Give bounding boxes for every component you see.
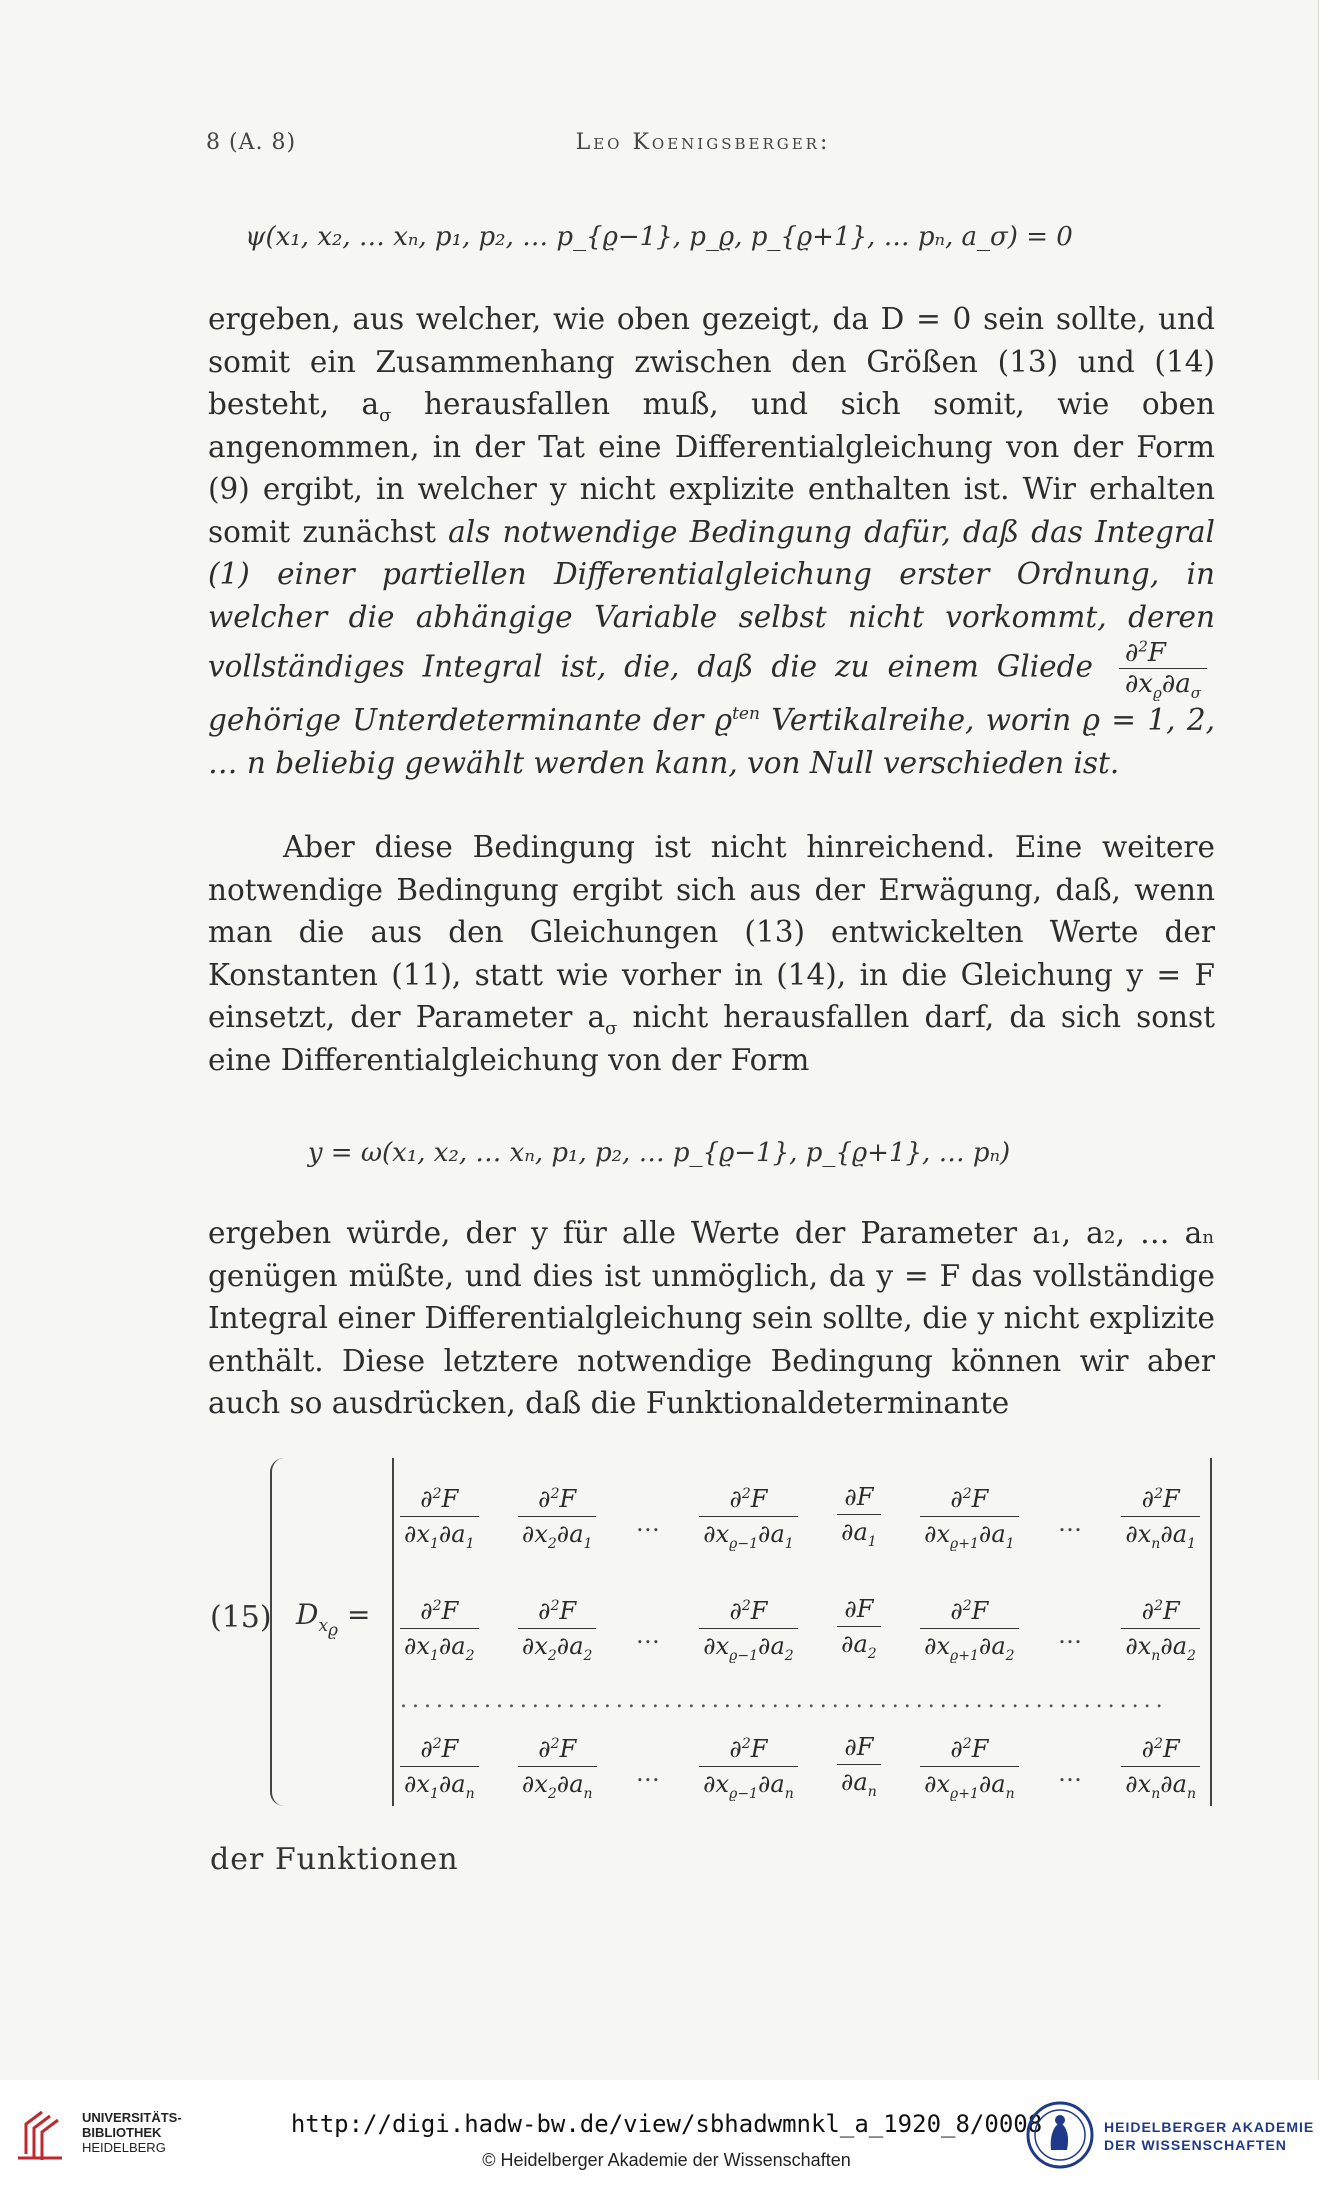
matrix-cell: $\frac{\partial^2F}{\partial x_2\partial a_1}$ — [518, 1477, 597, 1561]
determinant-matrix — [400, 1463, 1200, 1825]
paragraph-1-italic-b: gehörige Unterdeterminante der — [208, 703, 704, 737]
paragraph-2: Aber diese Bedingung ist nicht hinreichend. Eine weitere notwendige Bedingung ergibt sich aus der Erwägung, daß, wenn man die aus den Gleichungen (13) entwickelten Werte der Konstanten (11), statt wie vorher in (14), in die Gleichung y = F einsetzt, der Parameter $a_\sigma$ nicht herausfallen darf, da sich sonst eine Differentialgleichung von der Form — [208, 830, 1215, 1077]
matrix-cell: $\frac{\partial F}{\partial a_2}$ — [837, 1592, 881, 1671]
academy-name: HEIDELBERGER AKADEMIE DER WISSENSCHAFTEN — [1104, 2119, 1315, 2153]
matrix-cell: $\frac{\partial^2F}{\partial x_1\partial a_2}$ — [400, 1589, 479, 1673]
determinant-lhs: $D_{x_ϱ}$ = — [296, 1598, 371, 1640]
ellipsis: … — [635, 1509, 660, 1537]
matrix-cell: $\frac{\partial^2F}{\partial x_{ϱ+1}\partial a_n}$ — [920, 1727, 1019, 1811]
matrix-cell: $\frac{\partial^2F}{\partial x_n\partial a_n}$ — [1121, 1727, 1200, 1811]
paragraph-1-text-a: ergeben, aus welcher, wie oben gezeigt, da D = 0 sein sollte, und somit ein Zusammenhang zwischen den Größen (13) und (14) besteht, a — [208, 302, 1215, 421]
matrix-cell: $\frac{\partial^2F}{\partial x_2\partial a_2}$ — [518, 1589, 597, 1673]
ellipsis: … — [1057, 1509, 1082, 1537]
determinant-row — [400, 1575, 1200, 1687]
dots-row: ................................................................ — [400, 1687, 1168, 1713]
ellipsis: … — [1057, 1759, 1082, 1787]
matrix-cell: $\frac{\partial^2F}{\partial x_1\partial a_1}$ — [400, 1477, 479, 1561]
matrix-cell: $\frac{\partial^2F}{\partial x_{ϱ-1}\partial a_1}$ — [699, 1477, 797, 1561]
matrix-cell: $\frac{\partial^2F}{\partial x_{ϱ+1}\partial a_1}$ — [920, 1477, 1018, 1561]
author-header: Leo Koenigsberger: — [575, 130, 831, 155]
matrix-cell: $\frac{\partial^2F}{\partial x_{ϱ+1}\partial a_2}$ — [920, 1589, 1018, 1673]
determinant-row — [400, 1463, 1200, 1575]
equation-omega: y = ω(x₁, x₂, … xₙ, p₁, p₂, … p_{ϱ−1}, p_{ϱ+1}, … pₙ) — [307, 1138, 1011, 1168]
copyright-notice: © Heidelberger Akademie der Wissenschaften — [482, 2150, 851, 2170]
footer-bar — [0, 2080, 1333, 2191]
source-url-link[interactable]: http://digi.hadw-bw.de/view/sbhadwmnkl_a_1920_8/0008 — [290, 2110, 1043, 2138]
paragraph-1: ergeben, aus welcher, wie oben gezeigt, da D = 0 sein sollte, und somit ein Zusammenhang zwischen den Größen (13) und (14) besteht, $a_\sigma$ herausfallen muß, und sich somit, wie oben angenommen, in der Tat eine Differentialgleichung von der Form (9) ergibt, in welcher y nicht explizite enthalten ist. Wir erhalten somit zunächst als notwendige Bedingung dafür, daß das Integral (1) einer partiellen Differentialgleichung erster Ordnung, in welcher die abhängige Variable selbst nicht vorkommt, deren vollständiges Integral ist, die, daß die zu einem Gliede $\frac{\partial^2F}{\partial x_ϱ\partial a_\sigma}$ gehörige Unterdeterminante der $ϱ^{ten}$ Vertikalreihe, worin ϱ = 1, 2, … n beliebig gewählt werden kann, von Null verschieden ist. — [208, 302, 1215, 780]
ellipsis: … — [635, 1759, 660, 1787]
paragraph-2-text-b: nicht herausfallen darf, da sich sonst eine Differentialgleichung von der Form — [208, 1000, 1215, 1077]
paragraph-4: der Funktionen — [210, 1842, 459, 1877]
matrix-cell: $\frac{\partial^2F}{\partial x_2\partial a_n}$ — [518, 1727, 597, 1811]
paragraph-1-italic-c: Vertikalreihe, worin ϱ = 1, 2, … n beliebig gewählt werden kann, von Null verschieden ist. — [208, 703, 1215, 780]
page-number: 8 (A. 8) — [206, 130, 297, 155]
paragraph-3 — [208, 1212, 1215, 1425]
matrix-cell: $\frac{\partial^2F}{\partial x_1\partial a_n}$ — [400, 1727, 479, 1811]
determinant-right-bar — [1210, 1458, 1212, 1806]
ellipsis: … — [635, 1621, 660, 1649]
paragraph-1-italic-a: als notwendige Bedingung dafür, daß das Integral (1) einer partiellen Differentialgleichung erster Ordnung, in welcher die abhängige Variable selbst nicht vorkommt, deren vollständiges Integral ist, die, daß die zu einem Gliede — [208, 514, 1215, 684]
fraction-d2f-dx-da: $\frac{\partial^2F}{\partial x_ϱ\partial a_\sigma}$ — [1119, 638, 1207, 699]
paragraph-1-text-b: herausfallen muß, und sich somit, wie oben angenommen, in der Tat eine Differentialgleichung von der Form (9) ergibt, in welcher y nicht explizite enthalten ist. Wir erhalten somit zunächst — [208, 387, 1215, 549]
equation-psi: ψ(x₁, x₂, … xₙ, p₁, p₂, … p_{ϱ−1}, p_ϱ, p_{ϱ+1}, … pₙ, a_σ) = 0 — [245, 222, 1073, 252]
matrix-cell: $\frac{\partial F}{\partial a_1}$ — [837, 1480, 881, 1559]
ellipsis: … — [1057, 1621, 1082, 1649]
paragraph-3-text: ergeben würde, der y für alle Werte der Parameter a₁, a₂, … aₙ genügen müßte, und dies ist unmöglich, da y = F das vollständige Integral einer Differentialgleichung sein sollte, die y nicht explizite enthält. Diese letztere notwendige Bedingung können wir aber auch so ausdrücken, daß die Funktionaldeterminante — [208, 1216, 1215, 1420]
matrix-cell: $\frac{\partial F}{\partial a_n}$ — [837, 1730, 881, 1809]
matrix-cell: $\frac{\partial^2F}{\partial x_{ϱ-1}\partial a_n}$ — [699, 1727, 798, 1811]
matrix-cell: $\frac{\partial^2F}{\partial x_n\partial a_1}$ — [1121, 1477, 1200, 1561]
library-name: UNIVERSITÄTS- BIBLIOTHEK HEIDELBERG — [82, 2110, 182, 2155]
determinant-row — [400, 1713, 1200, 1825]
left-brace — [270, 1458, 288, 1806]
academy-seal-icon — [1025, 2100, 1095, 2170]
matrix-cell: $\frac{\partial^2F}{\partial x_{ϱ-1}\partial a_2}$ — [699, 1589, 797, 1673]
determinant-left-bar — [392, 1458, 394, 1806]
paragraph-2-text: Aber diese Bedingung ist nicht hinreichend. Eine weitere notwendige Bedingung ergibt sich aus der Erwägung, daß, wenn man die aus den Gleichungen (13) entwickelten Werte der Konstanten (11), statt wie vorher in (14), in die Gleichung y = F einsetzt, der Parameter a — [208, 830, 1215, 1034]
equation-number: (15) — [210, 1600, 272, 1635]
matrix-cell: $\frac{\partial^2F}{\partial x_n\partial a_2}$ — [1121, 1589, 1200, 1673]
